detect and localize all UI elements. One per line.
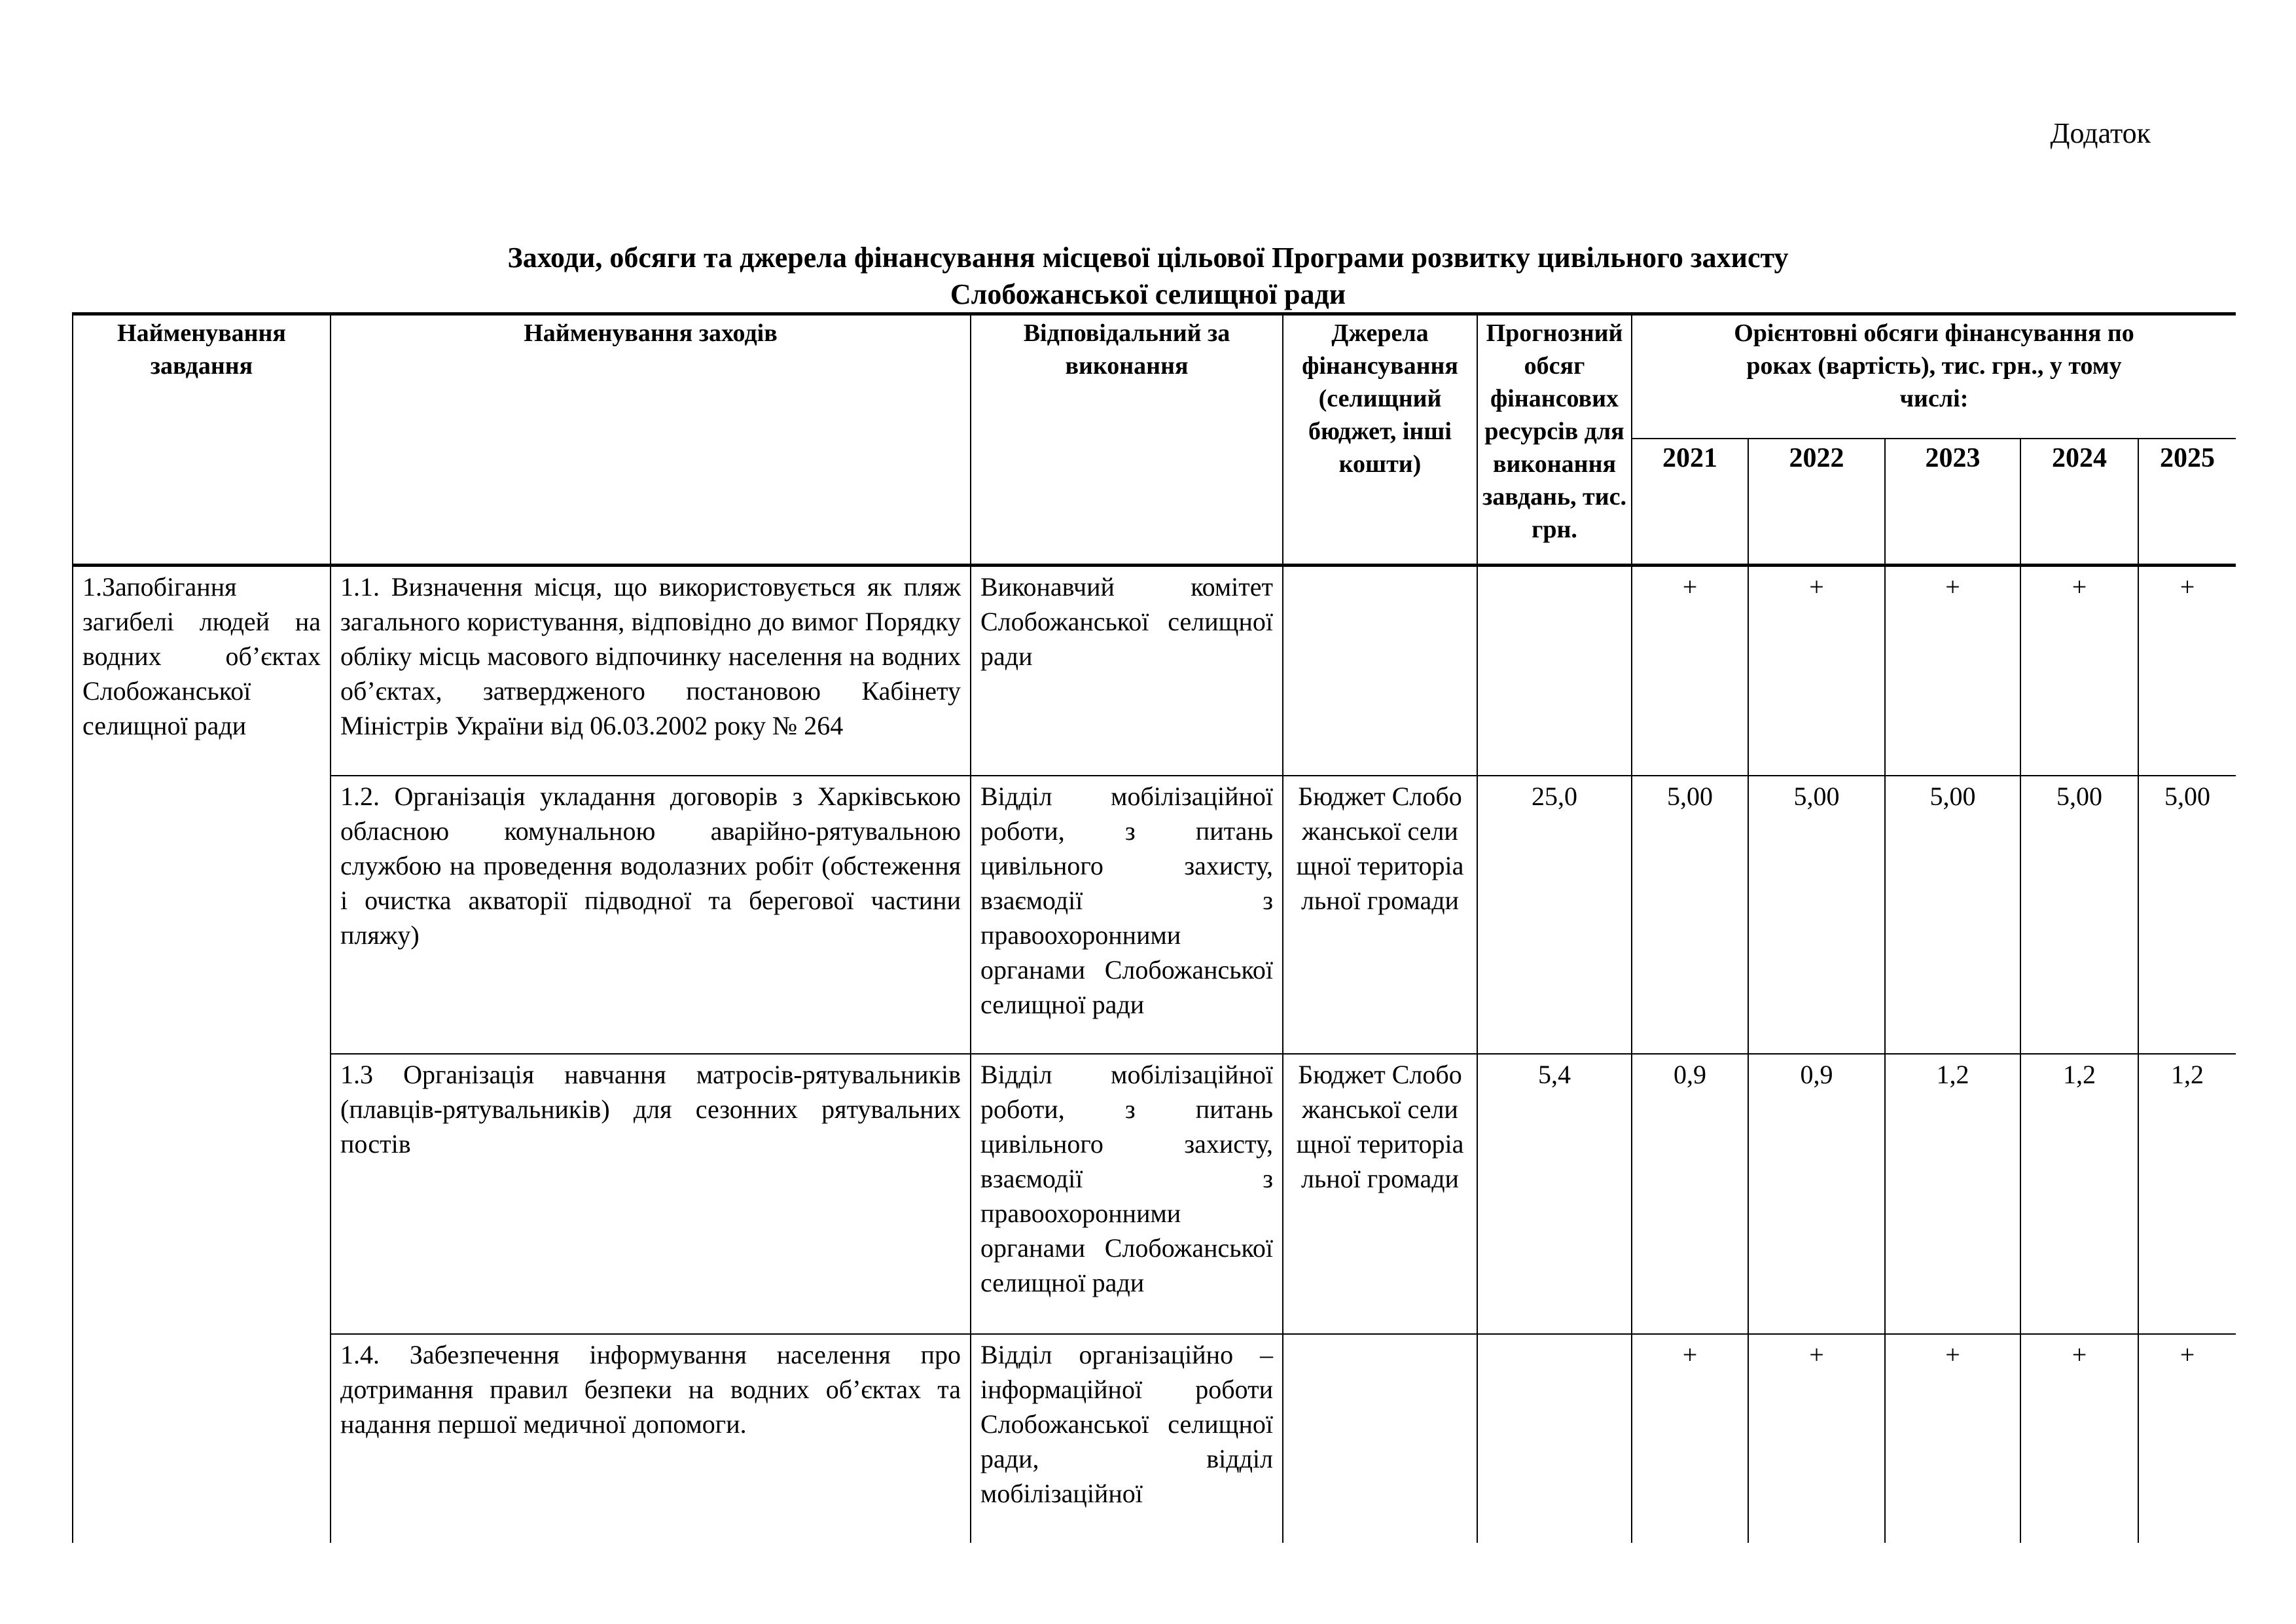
forecast: 5,4 [1477,1054,1632,1334]
value-2022: 5,00 [1748,776,1885,1054]
source [1283,1334,1477,1543]
table-row [73,776,2236,1054]
responsible: Виконавчий комітет Слобожанської селищної ради [971,566,1283,776]
forecast [1477,566,1632,776]
table-row [73,1054,2236,1334]
value-2022: + [1748,566,1885,776]
annex-label: Додаток [2050,117,2151,149]
responsible: Відділ організаційно – інформаційної роботи Слобожанської селищної ради, відділ мобілізаційної [971,1334,1283,1543]
responsible: Відділ мобілізаційної роботи, з питань цивільного захисту, взаємодії з правоохоронними органами Слобожанської селищної ради [971,776,1283,1054]
source: Бюджет Слобожанської селищної територіальної громади [1283,776,1477,1054]
value-2022: + [1748,1334,1885,1543]
value-2023: + [1885,566,2020,776]
header-year: 2024 [2020,439,2138,566]
header-forecast: Прогнозний обсяг фінансових ресурсів для виконання завдань, тис. грн. [1477,314,1632,566]
value-2025: + [2138,1334,2236,1543]
financing-table [72,312,2236,1543]
header-task: Найменування завдання [73,314,331,566]
forecast: 25,0 [1477,776,1632,1054]
value-2021: 0,9 [1632,1054,1748,1334]
value-2023: 5,00 [1885,776,2020,1054]
responsible: Відділ мобілізаційної роботи, з питань цивільного захисту, взаємодії з правоохоронними органами Слобожанської селищної ради [971,1054,1283,1334]
measure: 1.2. Організація укладання договорів з Харківською обласною комунальною аварійно-рятувальною службою на проведення водолазних робіт (обстеження і очистка акваторії підводної та берегової частини пляжу) [331,776,971,1054]
title-line-1: Заходи, обсяги та джерела фінансування місцевої цільової Програми розвитку цивільного захисту [507,242,1789,274]
table-row [73,1334,2236,1543]
value-2021: 5,00 [1632,776,1748,1054]
value-2025: 1,2 [2138,1054,2236,1334]
financing-table-container [72,312,2236,1543]
value-2025: + [2138,566,2236,776]
value-2023: 1,2 [1885,1054,2020,1334]
header-year: 2022 [1748,439,1885,566]
value-2022: 0,9 [1748,1054,1885,1334]
value-2024: 5,00 [2020,776,2138,1054]
header-sources: Джерела фінансування (селищний бюджет, інші кошти) [1283,314,1477,566]
header-year: 2023 [1885,439,2020,566]
header-year: 2025 [2138,439,2236,566]
task-name: 1.Запобігання загибелі людей на водних об’єктах Слобожанської селищної ради [73,566,331,1543]
header-responsible: Відповідальний за виконання [971,314,1283,566]
forecast [1477,1334,1632,1543]
value-2024: + [2020,1334,2138,1543]
header-measures: Найменування заходів [331,314,971,566]
header-year: 2021 [1632,439,1748,566]
header-yearly: Орієнтовні обсяги фінансування по роках (вартість), тис. грн., у тому числі: [1632,314,2236,439]
value-2021: + [1632,1334,1748,1543]
value-2023: + [1885,1334,2020,1543]
value-2024: + [2020,566,2138,776]
value-2021: + [1632,566,1748,776]
document-title [0,240,2296,313]
source [1283,566,1477,776]
measure: 1.1. Визначення місця, що використовується як пляж загального користування, відповідно до вимог Порядку обліку місць масового відпочинку населення на водних об’єктах, затвердженого постановою Кабінету Міністрів України від 06.03.2002 року № 264 [331,566,971,776]
source: Бюджет Слобожанської селищної територіальної громади [1283,1054,1477,1334]
measure: 1.3 Організація навчання матросів-рятувальників (плавців-рятувальників) для сезонних рятувальних постів [331,1054,971,1334]
value-2024: 1,2 [2020,1054,2138,1334]
table-row [73,566,2236,776]
measure: 1.4. Забезпечення інформування населення про дотримання правил безпеки на водних об’єктах та надання першої медичної допомоги. [331,1334,971,1543]
value-2025: 5,00 [2138,776,2236,1054]
title-line-2: Слобожанської селищної ради [950,278,1346,310]
